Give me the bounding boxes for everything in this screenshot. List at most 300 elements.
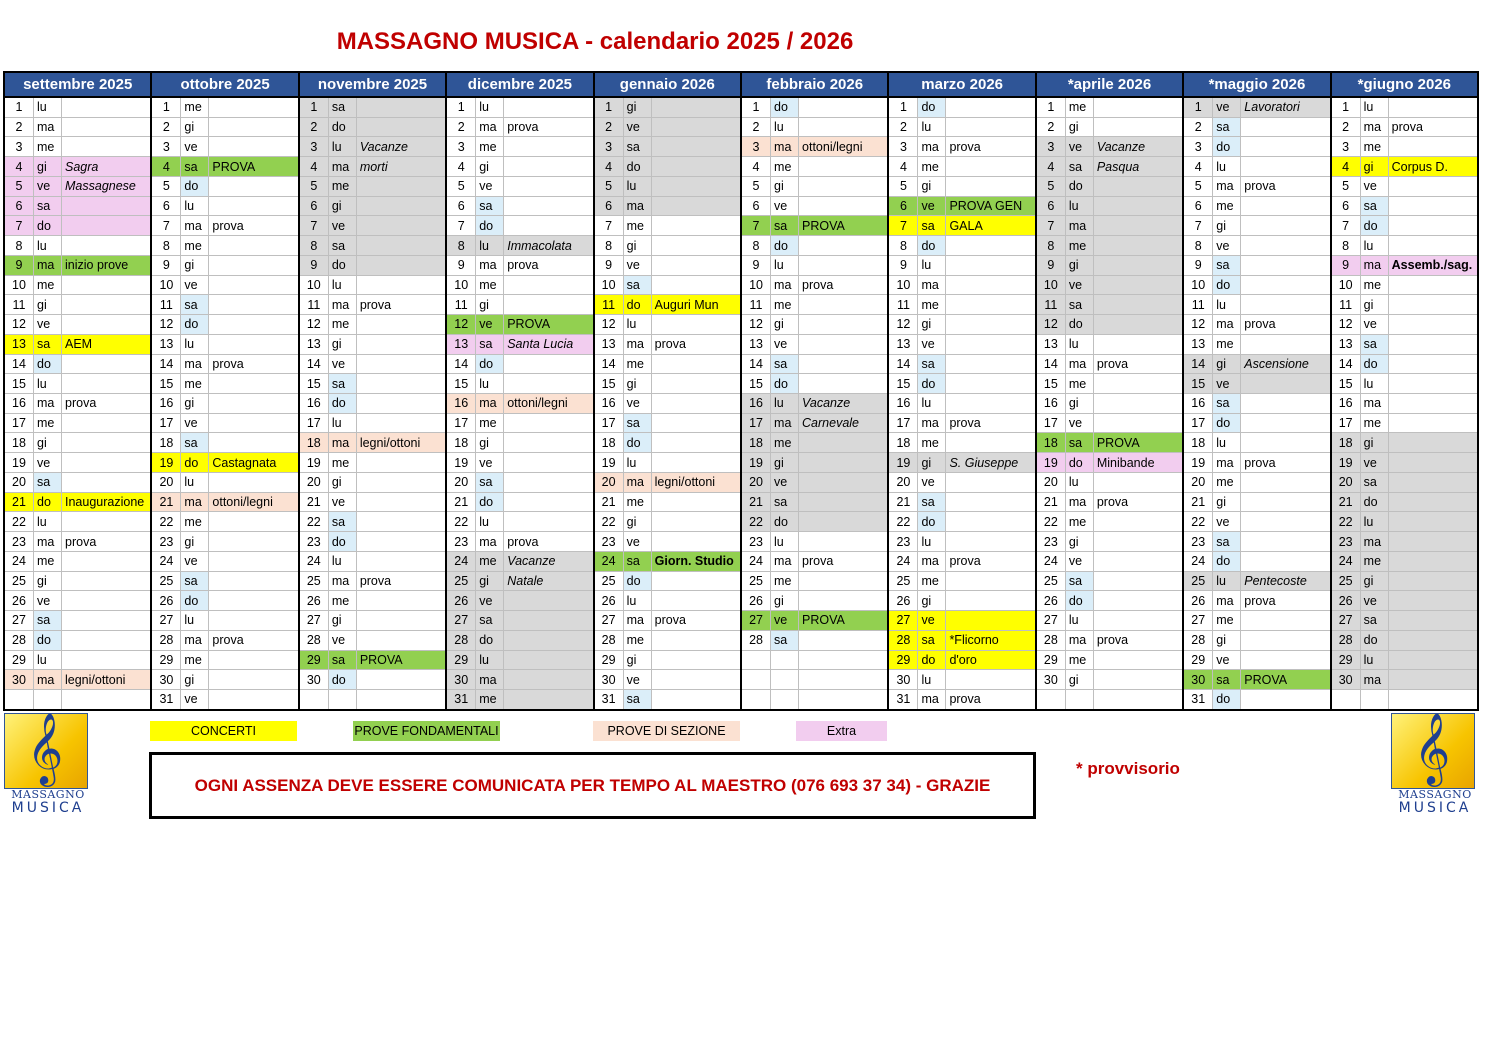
- day-event: [62, 611, 150, 630]
- weekday-label: sa: [329, 512, 357, 531]
- month-header: dicembre 2025: [447, 73, 592, 98]
- day-row: [152, 98, 297, 118]
- day-event: [1389, 216, 1477, 235]
- day-event: prova: [1096, 633, 1129, 648]
- day-row: [595, 98, 740, 118]
- day-row: [889, 631, 1034, 651]
- day-number: 8: [5, 236, 34, 255]
- day-number: 4: [5, 157, 34, 176]
- day-event: [946, 670, 1034, 689]
- day-number: 1: [595, 98, 624, 117]
- day-row: [889, 512, 1034, 532]
- day-number: 2: [152, 118, 181, 137]
- day-row: [595, 493, 740, 513]
- weekday-label: lu: [1361, 236, 1389, 255]
- day-number: 23: [1332, 532, 1361, 551]
- day-event: [1389, 335, 1477, 354]
- day-number: 24: [889, 552, 918, 571]
- day-number: 11: [595, 295, 624, 314]
- weekday-label: gi: [181, 118, 209, 137]
- weekday-label: gi: [1213, 355, 1241, 374]
- weekday-label: lu: [181, 611, 209, 630]
- weekday-label: lu: [34, 374, 62, 393]
- day-row: [889, 137, 1034, 157]
- day-number: 12: [1037, 315, 1066, 334]
- day-row: [595, 177, 740, 197]
- day-number: 17: [595, 414, 624, 433]
- day-event: [209, 670, 297, 689]
- calendar-grid: [3, 71, 1479, 711]
- day-event: [1094, 315, 1182, 334]
- day-row: [5, 453, 150, 473]
- month-header: settembre 2025: [5, 73, 150, 98]
- day-row: [1332, 414, 1477, 434]
- day-event: [946, 315, 1034, 334]
- day-row: [300, 453, 445, 473]
- weekday-label: [329, 690, 357, 709]
- day-number: 3: [742, 137, 771, 156]
- day-number: 30: [447, 670, 476, 689]
- weekday-label: sa: [1361, 611, 1389, 630]
- day-row: [1184, 473, 1329, 493]
- day-number: 20: [595, 473, 624, 492]
- day-row: [1332, 98, 1477, 118]
- day-row: [447, 118, 592, 138]
- day-row: [5, 236, 150, 256]
- day-row: [447, 98, 592, 118]
- weekday-label: do: [476, 355, 504, 374]
- month-header: novembre 2025: [300, 73, 445, 98]
- weekday-label: do: [1066, 453, 1094, 472]
- day-row: [889, 98, 1034, 118]
- day-row: [300, 433, 445, 453]
- day-row: [5, 355, 150, 375]
- month-column: [1037, 73, 1184, 709]
- weekday-label: ve: [1213, 236, 1241, 255]
- day-number: 14: [447, 355, 476, 374]
- day-row: [595, 611, 740, 631]
- day-number: [1332, 690, 1361, 709]
- day-row: [152, 611, 297, 631]
- day-number: 11: [1037, 295, 1066, 314]
- day-row: [5, 433, 150, 453]
- weekday-label: ve: [181, 137, 209, 156]
- day-row: [5, 414, 150, 434]
- day-row: [5, 670, 150, 690]
- day-event: [357, 374, 445, 393]
- day-row: [595, 374, 740, 394]
- day-number: 22: [152, 512, 181, 531]
- day-row: [595, 591, 740, 611]
- day-row: [447, 236, 592, 256]
- day-row: [152, 177, 297, 197]
- day-event: [504, 157, 592, 176]
- day-event: [209, 295, 297, 314]
- weekday-label: lu: [624, 177, 652, 196]
- weekday-label: do: [771, 374, 799, 393]
- day-event: [652, 631, 740, 650]
- day-row: [300, 493, 445, 513]
- day-row: [1184, 394, 1329, 414]
- day-row: [152, 670, 297, 690]
- weekday-label: lu: [1213, 157, 1241, 176]
- day-event: [652, 177, 740, 196]
- day-event: [946, 355, 1034, 374]
- weekday-label: sa: [476, 611, 504, 630]
- day-event: [946, 98, 1034, 117]
- month-header: febbraio 2026: [742, 73, 887, 98]
- day-row: [595, 118, 740, 138]
- day-number: 6: [5, 197, 34, 216]
- weekday-label: sa: [34, 197, 62, 216]
- day-event: Pasqua: [1096, 159, 1140, 174]
- day-row: [1332, 295, 1477, 315]
- weekday-label: [771, 670, 799, 689]
- weekday-label: ma: [329, 433, 357, 452]
- day-row: [595, 433, 740, 453]
- day-number: 31: [447, 690, 476, 709]
- day-event: prova: [1096, 356, 1129, 371]
- day-number: 2: [300, 118, 329, 137]
- day-row: [1332, 276, 1477, 296]
- weekday-label: sa: [1361, 473, 1389, 492]
- day-event: [799, 433, 887, 452]
- day-row: [1184, 512, 1329, 532]
- day-event: [1094, 532, 1182, 551]
- weekday-label: gi: [1066, 394, 1094, 413]
- day-event: [357, 493, 445, 512]
- day-row: [1332, 532, 1477, 552]
- day-event: [1241, 394, 1329, 413]
- day-row: [742, 137, 887, 157]
- day-row: [5, 374, 150, 394]
- weekday-label: lu: [476, 651, 504, 670]
- weekday-label: me: [771, 157, 799, 176]
- day-event: [1241, 690, 1329, 709]
- day-row: [1037, 177, 1182, 197]
- weekday-label: gi: [34, 572, 62, 591]
- day-row: [1037, 315, 1182, 335]
- weekday-label: ma: [181, 493, 209, 512]
- day-event: Vacanze: [1096, 139, 1146, 154]
- day-row: [595, 197, 740, 217]
- day-number: 21: [5, 493, 34, 512]
- day-number: 3: [300, 137, 329, 156]
- day-row: [889, 690, 1034, 709]
- weekday-label: ve: [771, 473, 799, 492]
- day-row: [742, 493, 887, 513]
- day-event: Sagra: [65, 159, 99, 174]
- day-event: [799, 690, 887, 709]
- day-number: 21: [1332, 493, 1361, 512]
- day-row: [742, 453, 887, 473]
- day-event: [1094, 177, 1182, 196]
- day-row: [1332, 118, 1477, 138]
- day-number: 13: [889, 335, 918, 354]
- day-event: [209, 473, 297, 492]
- logo-text-line2: MUSICA: [11, 800, 85, 816]
- weekday-label: [771, 651, 799, 670]
- day-row: [152, 414, 297, 434]
- day-number: 16: [595, 394, 624, 413]
- day-number: 11: [1184, 295, 1213, 314]
- day-event: [1241, 335, 1329, 354]
- day-row: [1332, 197, 1477, 217]
- day-number: 1: [300, 98, 329, 117]
- day-number: 25: [447, 572, 476, 591]
- weekday-label: me: [181, 374, 209, 393]
- weekday-label: do: [476, 216, 504, 235]
- weekday-label: ma: [1213, 591, 1241, 610]
- day-event: [652, 216, 740, 235]
- day-row: [447, 532, 592, 552]
- day-event: [1389, 394, 1477, 413]
- weekday-label: sa: [34, 335, 62, 354]
- day-event: [652, 414, 740, 433]
- day-row: [889, 236, 1034, 256]
- weekday-label: lu: [771, 394, 799, 413]
- day-number: 4: [447, 157, 476, 176]
- weekday-label: ve: [329, 216, 357, 235]
- day-event: [62, 137, 150, 156]
- day-number: 28: [742, 631, 771, 650]
- logo-text-line1: MASSAGNO: [11, 788, 85, 801]
- weekday-label: lu: [1361, 98, 1389, 117]
- day-row: [152, 591, 297, 611]
- day-event: Carnevale: [802, 416, 860, 431]
- day-row: [889, 670, 1034, 690]
- day-event: [1389, 315, 1477, 334]
- day-number: 18: [1332, 433, 1361, 452]
- day-row: [5, 98, 150, 118]
- weekday-label: me: [1066, 236, 1094, 255]
- day-row: [447, 512, 592, 532]
- day-row: [1184, 276, 1329, 296]
- day-row: [1332, 157, 1477, 177]
- day-event: ottoni/legni: [212, 495, 273, 510]
- day-event: [209, 98, 297, 117]
- day-number: 15: [152, 374, 181, 393]
- day-row: [5, 137, 150, 157]
- day-number: 2: [889, 118, 918, 137]
- day-number: 8: [152, 236, 181, 255]
- day-number: 10: [742, 276, 771, 295]
- day-row: [300, 651, 445, 671]
- day-row: [300, 98, 445, 118]
- weekday-label: me: [771, 572, 799, 591]
- day-row: [595, 631, 740, 651]
- day-row: [447, 414, 592, 434]
- day-event: prova: [1244, 455, 1276, 470]
- weekday-label: do: [1213, 276, 1241, 295]
- weekday-label: lu: [1361, 512, 1389, 531]
- weekday-label: gi: [34, 157, 62, 176]
- day-number: 2: [1037, 118, 1066, 137]
- day-row: [1037, 512, 1182, 532]
- day-event: [652, 197, 740, 216]
- weekday-label: do: [1361, 631, 1389, 650]
- weekday-label: ve: [181, 690, 209, 709]
- weekday-label: ma: [181, 631, 209, 650]
- day-number: 21: [1184, 493, 1213, 512]
- day-number: 15: [742, 374, 771, 393]
- weekday-label: lu: [624, 591, 652, 610]
- day-event: [209, 197, 297, 216]
- day-event: [1094, 670, 1182, 689]
- weekday-label: gi: [1066, 256, 1094, 275]
- day-number: 1: [1037, 98, 1066, 117]
- weekday-label: do: [34, 493, 62, 512]
- day-number: 20: [1037, 473, 1066, 492]
- day-row: [595, 157, 740, 177]
- weekday-label: sa: [34, 473, 62, 492]
- day-event: [357, 591, 445, 610]
- weekday-label: ve: [918, 197, 946, 216]
- day-number: 17: [1184, 414, 1213, 433]
- day-row: [300, 335, 445, 355]
- weekday-label: gi: [771, 453, 799, 472]
- weekday-label: ma: [771, 414, 799, 433]
- day-row: [1332, 651, 1477, 671]
- day-number: 18: [889, 433, 918, 452]
- weekday-label: gi: [329, 335, 357, 354]
- day-event: prova: [1244, 317, 1276, 332]
- day-row: [300, 394, 445, 414]
- weekday-label: sa: [771, 355, 799, 374]
- day-number: 4: [889, 157, 918, 176]
- day-number: 28: [1184, 631, 1213, 650]
- day-event: [504, 611, 592, 630]
- day-number: 19: [595, 453, 624, 472]
- weekday-label: me: [1066, 374, 1094, 393]
- day-number: 18: [742, 433, 771, 452]
- day-event: [62, 197, 150, 216]
- day-row: [595, 552, 740, 572]
- day-event: [1389, 355, 1477, 374]
- weekday-label: ve: [329, 631, 357, 650]
- weekday-label: me: [181, 512, 209, 531]
- day-event: [1094, 611, 1182, 630]
- weekday-label: gi: [624, 651, 652, 670]
- day-number: 11: [300, 295, 329, 314]
- day-event: [1094, 335, 1182, 354]
- day-event: Auguri Mun: [654, 297, 719, 312]
- day-event: [1389, 512, 1477, 531]
- day-row: [889, 295, 1034, 315]
- day-number: 6: [1332, 197, 1361, 216]
- day-event: [62, 295, 150, 314]
- day-row: [595, 216, 740, 236]
- day-row: [742, 374, 887, 394]
- weekday-label: sa: [1213, 532, 1241, 551]
- day-number: 6: [1037, 197, 1066, 216]
- month-column: [447, 73, 594, 709]
- weekday-label: ma: [624, 197, 652, 216]
- day-number: 16: [1184, 394, 1213, 413]
- day-row: [742, 591, 887, 611]
- day-row: [1184, 670, 1329, 690]
- legend-concerti: CONCERTI: [150, 721, 297, 741]
- day-row: [1037, 453, 1182, 473]
- weekday-label: do: [1361, 493, 1389, 512]
- day-row: [595, 137, 740, 157]
- day-row: [1037, 256, 1182, 276]
- weekday-label: sa: [1066, 433, 1094, 452]
- day-row: [300, 276, 445, 296]
- day-row: [595, 276, 740, 296]
- day-row: [5, 157, 150, 177]
- weekday-label: gi: [1213, 631, 1241, 650]
- weekday-label: ma: [1361, 670, 1389, 689]
- day-event: PROVA: [1096, 435, 1140, 450]
- weekday-label: lu: [771, 118, 799, 137]
- day-row: [595, 453, 740, 473]
- day-number: 7: [152, 216, 181, 235]
- day-row: [447, 355, 592, 375]
- weekday-label: me: [181, 98, 209, 117]
- day-event: [1094, 236, 1182, 255]
- day-event: [1389, 177, 1477, 196]
- weekday-label: gi: [918, 453, 946, 472]
- day-event: [209, 256, 297, 275]
- day-event: prova: [654, 613, 686, 628]
- day-number: 4: [595, 157, 624, 176]
- day-row: [742, 433, 887, 453]
- day-number: 14: [1332, 355, 1361, 374]
- day-event: [652, 315, 740, 334]
- day-number: 14: [1184, 355, 1213, 374]
- weekday-label: gi: [329, 611, 357, 630]
- day-row: [152, 651, 297, 671]
- day-row: [5, 216, 150, 236]
- day-event: [652, 690, 740, 709]
- day-row: [595, 690, 740, 709]
- day-number: 30: [1332, 670, 1361, 689]
- day-row: [152, 493, 297, 513]
- day-row: [742, 256, 887, 276]
- day-event: [357, 335, 445, 354]
- day-event: [62, 631, 150, 650]
- day-row: [742, 651, 887, 671]
- weekday-label: do: [1213, 137, 1241, 156]
- day-event: ottoni/legni: [507, 396, 568, 411]
- weekday-label: ma: [1066, 631, 1094, 650]
- day-number: 8: [595, 236, 624, 255]
- day-event: PROVA: [507, 317, 551, 332]
- day-row: [5, 611, 150, 631]
- day-event: [946, 433, 1034, 452]
- day-event: [1094, 374, 1182, 393]
- day-row: [447, 670, 592, 690]
- weekday-label: sa: [771, 631, 799, 650]
- day-number: 19: [742, 453, 771, 472]
- day-row: [1037, 276, 1182, 296]
- day-number: 15: [1332, 374, 1361, 393]
- day-number: 3: [889, 137, 918, 156]
- day-row: [1037, 690, 1182, 709]
- day-row: [742, 631, 887, 651]
- day-row: [5, 177, 150, 197]
- day-row: [1184, 256, 1329, 276]
- day-event: [946, 394, 1034, 413]
- weekday-label: sa: [918, 355, 946, 374]
- weekday-label: me: [1361, 276, 1389, 295]
- day-row: [742, 473, 887, 493]
- day-number: 1: [1184, 98, 1213, 117]
- day-event: Minibande: [1096, 455, 1155, 470]
- day-row: [152, 572, 297, 592]
- day-event: [504, 512, 592, 531]
